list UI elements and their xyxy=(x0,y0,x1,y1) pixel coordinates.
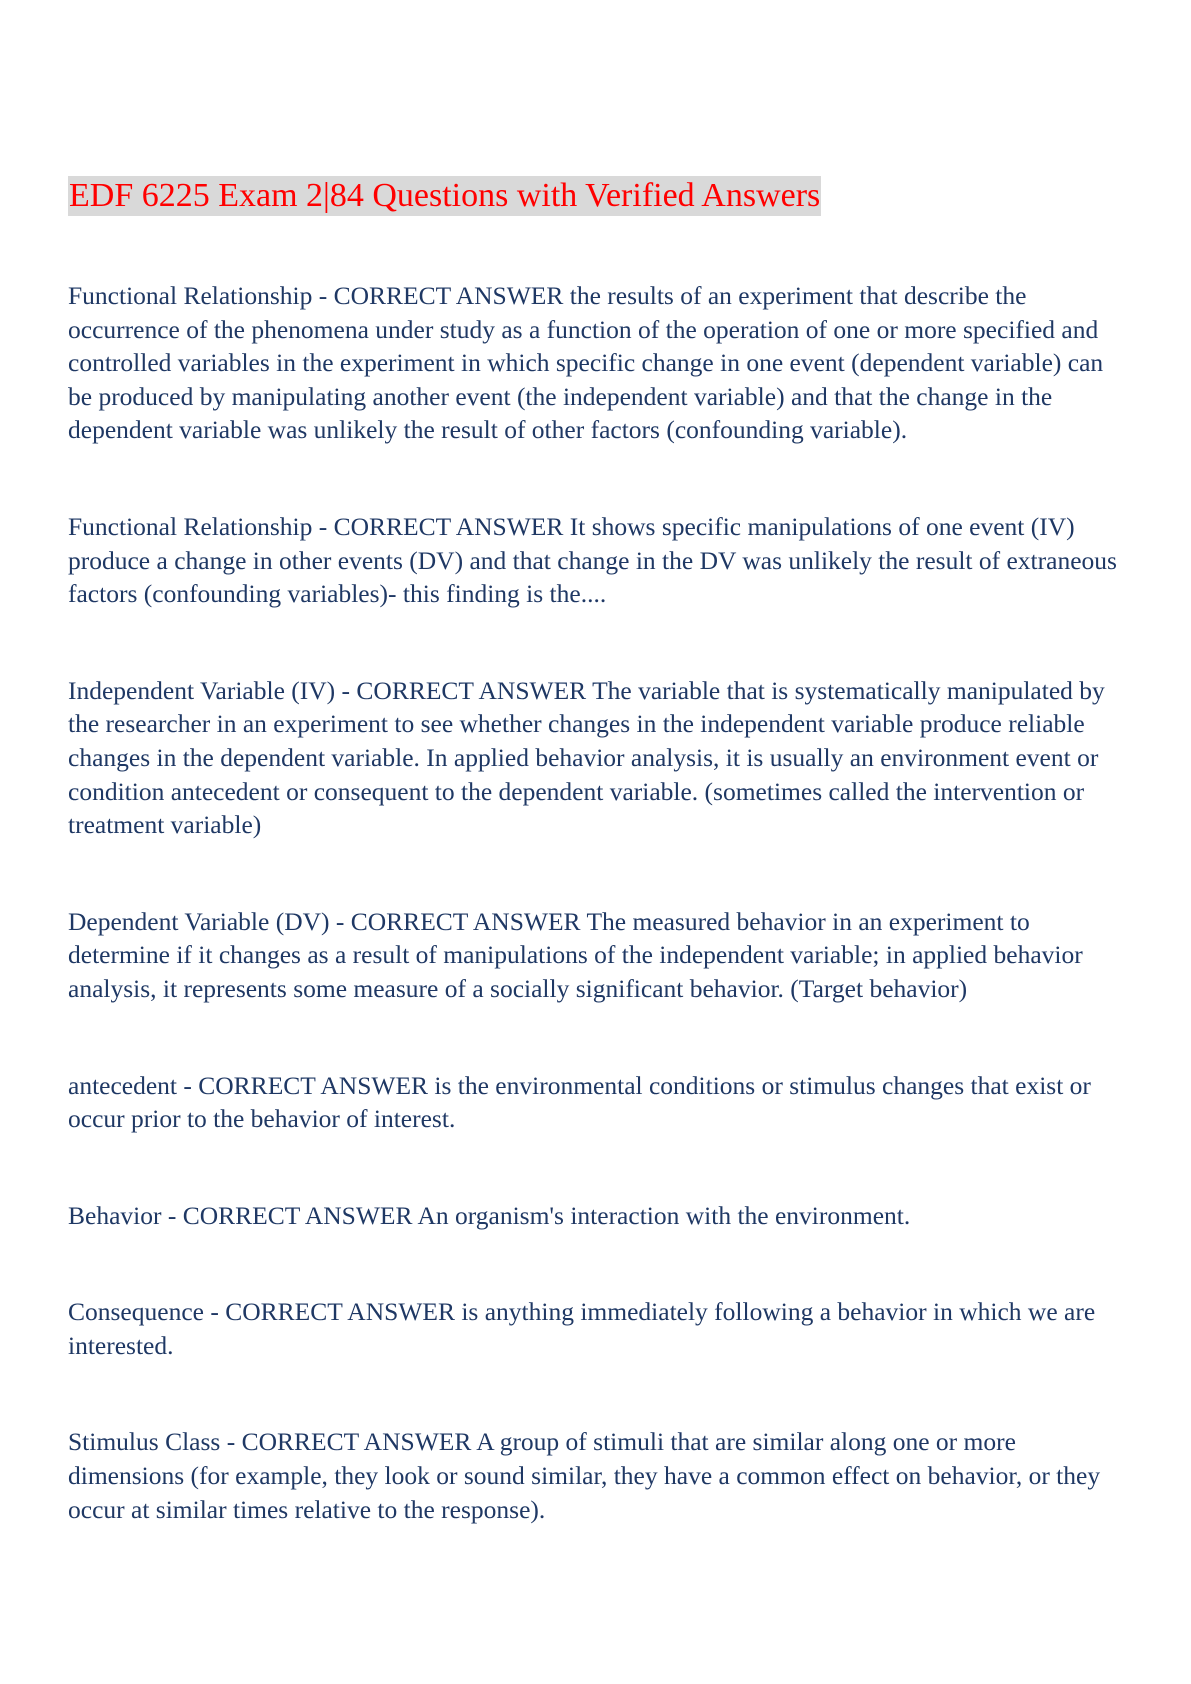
qa-entry: Functional Relationship - CORRECT ANSWER the results of an experiment that describe the occurrence of the phenomena under study as a function of the operation of one or more specified and controlled variables in the experiment in which specific change in one event (dependent variable) can be produced by manipulating another event (the independent variable) and that the change in the dependent variable was unlikely the result of other factors (confounding variable). xyxy=(68,281,1104,445)
qa-entry: Stimulus Class - CORRECT ANSWER A group of stimuli that are similar along one or more dimensions (for example, they look or sound similar, they have a common effect on behavior, or they occur at similar times relative to the response). xyxy=(68,1427,1101,1524)
document-title: EDF 6225 Exam 2|84 Questions with Verified Answers xyxy=(69,177,821,214)
qa-entry: Consequence - CORRECT ANSWER is anything immediately following a behavior in which we are interested. xyxy=(68,1297,1096,1360)
qa-entry: Dependent Variable (DV) - CORRECT ANSWER The measured behavior in an experiment to determine if it changes as a result of manipulations of the independent variable; in applied behavior analysis, it represents some measure of a socially significant behavior. (Target behavior) xyxy=(68,906,1083,1003)
qa-entry: Behavior - CORRECT ANSWER An organism's interaction with the environment. xyxy=(68,1200,911,1230)
qa-entry: antecedent - CORRECT ANSWER is the environmental conditions or stimulus changes that exist or occur prior to the behavior of interest. xyxy=(68,1070,1091,1134)
qa-entry: Functional Relationship - CORRECT ANSWER It shows specific manipulations of one event (IV) produce a change in other events (DV) and that change in the DV was unlikely the result of extraneous factors (confounding variables)- this finding is the.... xyxy=(68,511,1117,609)
qa-entry: Independent Variable (IV) - CORRECT ANSWER The variable that is systematically manipulated by the researcher in an experiment to see whether changes in the independent variable produce reliable changes in the dependent variable. In applied behavior analysis, it is usually an environment event or condition antecedent or consequent to the dependent variable. (sometimes called the intervention or treatment variable) xyxy=(68,675,1105,840)
qa-list xyxy=(68,279,1128,1589)
